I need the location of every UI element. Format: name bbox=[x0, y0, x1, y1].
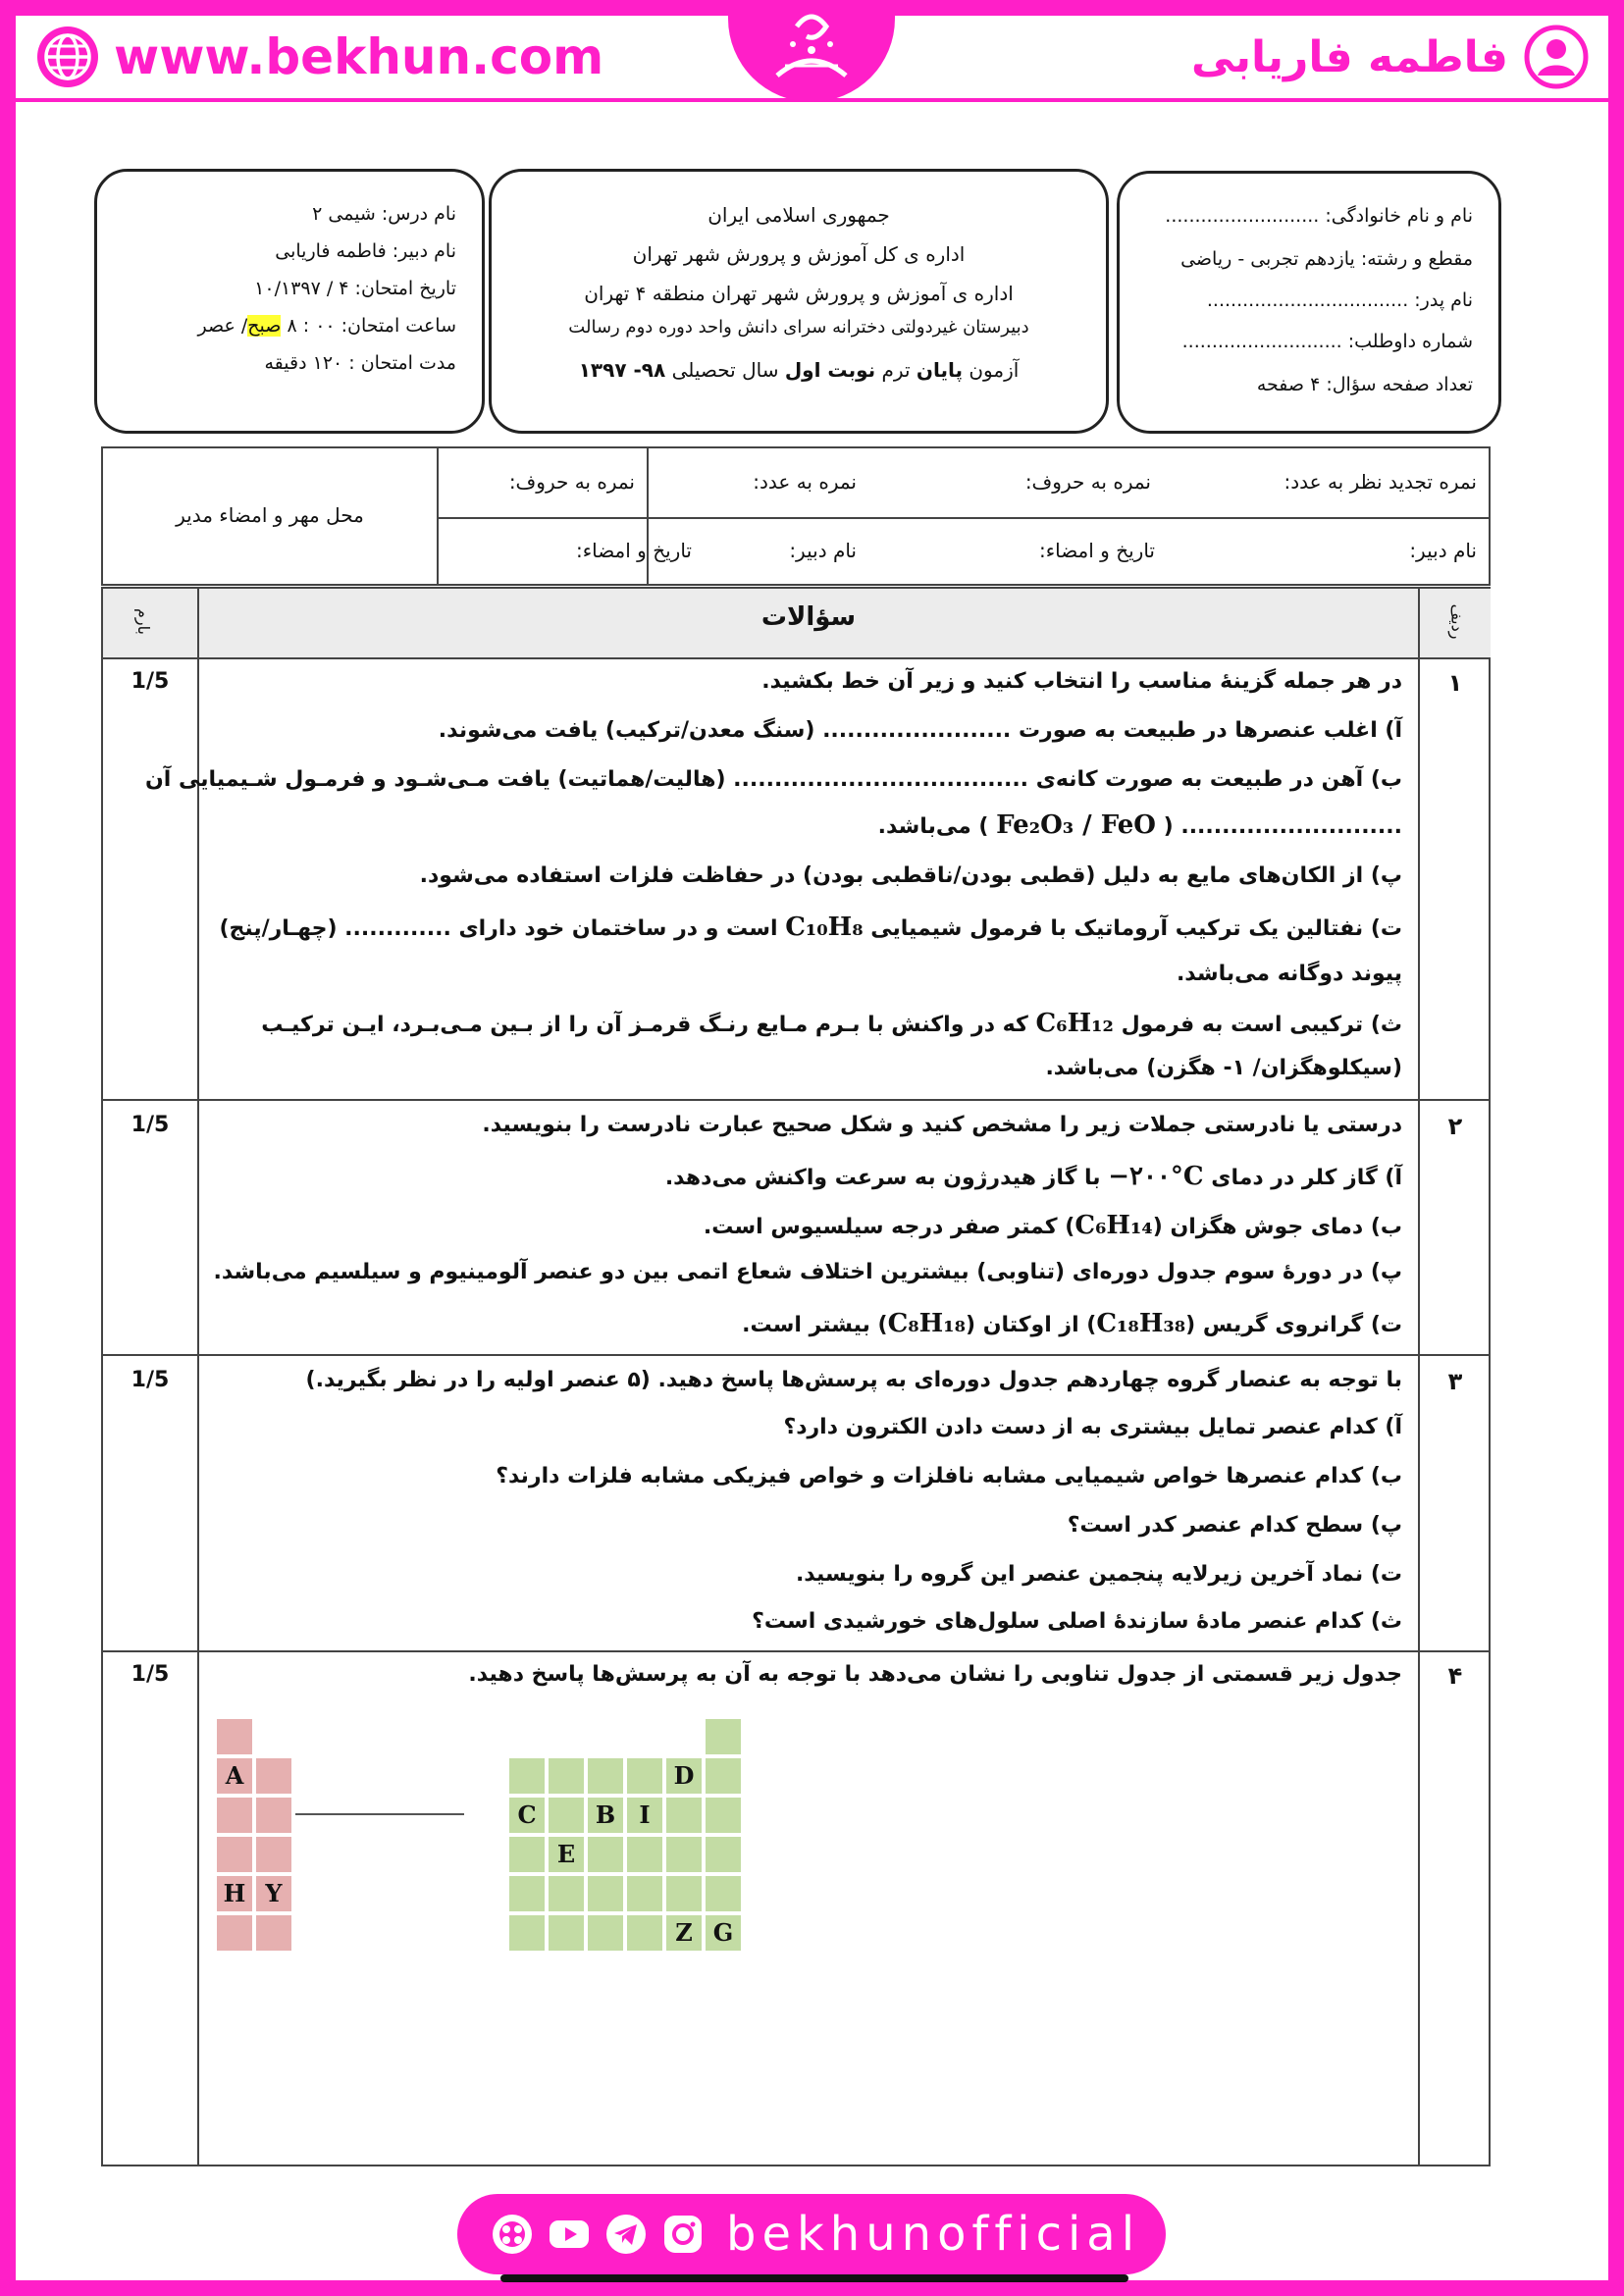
grading-table bbox=[101, 446, 1491, 586]
q1-b-end: ) می‌باشد. bbox=[877, 814, 989, 839]
question-score: 1/5 bbox=[131, 669, 170, 694]
seat-number-field: شماره داوطلب: ........................... bbox=[1181, 331, 1473, 352]
table-cell bbox=[215, 1717, 254, 1756]
q1-b-blank: ........................... ( bbox=[1163, 814, 1402, 839]
element-label: H bbox=[223, 1879, 246, 1907]
table-cell bbox=[664, 1796, 704, 1835]
table-cell bbox=[254, 1796, 293, 1835]
table-cell bbox=[547, 1874, 586, 1913]
q4-instruction: جدول زیر قسمتی از جدول تناوبی را نشان می‌دهد با توجه به آن به پرسش‌ها پاسخ دهید. bbox=[468, 1662, 1402, 1687]
table-cell bbox=[507, 1913, 547, 1953]
review-number-field: نمره تجدید نظر به عدد: bbox=[1283, 470, 1477, 494]
question-number: ۳ bbox=[1447, 1368, 1463, 1395]
teacher-name: نام دبیر: فاطمه فاریابی bbox=[275, 240, 456, 262]
question-number: ۴ bbox=[1447, 1662, 1463, 1690]
time-suffix: / عصر bbox=[197, 315, 248, 337]
aparat-icon[interactable] bbox=[491, 2213, 534, 2256]
table-cell bbox=[704, 1835, 743, 1874]
date-sign-field-2: تاریخ و امضاء: bbox=[575, 539, 692, 562]
words-field: نمره به حروف: bbox=[508, 470, 635, 494]
table-cell bbox=[507, 1835, 547, 1874]
table-cell bbox=[625, 1874, 664, 1913]
table-cell bbox=[586, 1835, 625, 1874]
republic-title: جمهوری اسلامی ایران bbox=[707, 203, 890, 227]
q3-instruction: با توجه به عنصار گروه چهاردهم جدول دوره‌ای به پرسش‌ها پاسخ دهید. (۵ عنصر اولیه را در نظر بگیرید.) bbox=[305, 1368, 1402, 1392]
q1-t-cont: پیوند دوگانه می‌باشد. bbox=[1176, 962, 1402, 986]
father-name-field: نام پدر: .................................. bbox=[1206, 289, 1473, 311]
q1-instruction: در هر جمله گزینهٔ مناسب را انتخاب کنید و زیر آن خط بکشید. bbox=[761, 669, 1402, 694]
table-cell bbox=[664, 1874, 704, 1913]
site-url[interactable]: www.bekhun.com bbox=[114, 28, 604, 85]
time-prefix: ساعت امتحان: ۰۰ : ۸ bbox=[287, 315, 456, 337]
q1-a: آ) اغلب عنصرها در طبیعت به صورت ....................... (سنگ معدن/ترکیب) یافت می‌شوند. bbox=[438, 718, 1402, 743]
formula-grease: C₁₈H₃₈ bbox=[1096, 1309, 1186, 1338]
q2-a-start: آ) گاز کلر در دمای bbox=[1211, 1166, 1402, 1190]
youtube-icon[interactable] bbox=[548, 2213, 591, 2256]
question-number: ۱ bbox=[1447, 669, 1463, 697]
table-cell bbox=[586, 1756, 625, 1796]
question-score: 1/5 bbox=[131, 1662, 170, 1687]
table-cell bbox=[704, 1874, 743, 1913]
formula-octane: C₈H₁₈ bbox=[887, 1309, 967, 1338]
element-label: D bbox=[673, 1761, 695, 1790]
table-cell bbox=[254, 1756, 293, 1796]
element-label: A bbox=[225, 1761, 244, 1790]
q1-b: ب) آهن در طبیعت به صورت کانه‌ی .................................... (هالیت/هماتیت) یافت مـی‌شـود و فرمـول شـیمیایی آن bbox=[144, 767, 1402, 792]
table-cell bbox=[254, 1835, 293, 1874]
table-cell bbox=[704, 1717, 743, 1756]
question-score: 1/5 bbox=[131, 1368, 170, 1392]
table-cell bbox=[664, 1835, 704, 1874]
q1-s-end: که در واکنش با بـرم مـایع رنـگ قرمـز آن را از بـین مـی‌بـرد، ایـن ترکیـب bbox=[261, 1013, 1028, 1037]
review-words-field: نمره به حروف: bbox=[1024, 470, 1151, 494]
exam-year: ۹۸- ۱۳۹۷ bbox=[578, 358, 666, 382]
school-info-box bbox=[489, 169, 1109, 434]
teacher-field-1: نام دبیر: bbox=[1409, 539, 1477, 562]
site-link[interactable] bbox=[35, 22, 603, 92]
author-name: فاطمه فاریابی bbox=[1190, 31, 1508, 82]
table-cell bbox=[625, 1913, 664, 1953]
general-office: اداره ی کل آموزش و پرورش شهر تهران bbox=[632, 242, 966, 266]
table-cell bbox=[254, 1913, 293, 1953]
teacher-field-2: نام دبیر: bbox=[789, 539, 857, 562]
exam-duration: مدت امتحان : ۱۲۰ دقیقه bbox=[264, 352, 456, 374]
formula-c6h12: C₆H₁₂ bbox=[1035, 1009, 1114, 1038]
q2-a-end: با گاز هیدرژون به سرعت واکنش می‌دهد. bbox=[664, 1166, 1101, 1190]
number-field: نمره به عدد: bbox=[753, 470, 857, 494]
exam-prefix: آزمون bbox=[969, 358, 1020, 382]
q3-b: ب) کدام عنصرها خواص شیمیایی مشابه نافلزات و خواص فیزیکی مشابه فلزات دارند؟ bbox=[496, 1464, 1402, 1488]
element-label: Y bbox=[265, 1879, 283, 1907]
q1-s-start: ث) ترکیبی است به فرمول bbox=[1121, 1013, 1402, 1037]
district-office: اداره ی آموزش و پرورش شهر تهران منطقه ۴ تهران bbox=[584, 282, 1014, 305]
table-cell bbox=[215, 1796, 254, 1835]
exam-title bbox=[492, 358, 1106, 382]
table-cell bbox=[507, 1756, 547, 1796]
q2-b-start: ب) دمای جوش هگزان ( bbox=[1152, 1215, 1402, 1239]
table-cell bbox=[507, 1874, 547, 1913]
q1-t-end: است و در ساختمان خود دارای ............. (چهـار/پنج) bbox=[219, 916, 778, 941]
q3-t: ت) نماد آخرین زیرلایه پنجمین عنصر این گروه را بنویسید. bbox=[795, 1562, 1402, 1587]
periodic-table bbox=[103, 589, 1493, 2168]
table-cell bbox=[215, 1913, 254, 1953]
school-name: دبیرستان غیردولتی دخترانه سرای دانش واحد دوره دوم رسالت bbox=[568, 317, 1029, 338]
exam-final: پایان bbox=[916, 358, 963, 382]
social-bar[interactable] bbox=[457, 2194, 1166, 2274]
element-label: G bbox=[712, 1918, 734, 1947]
table-cell bbox=[625, 1756, 664, 1796]
time-morning: صبح bbox=[247, 315, 282, 337]
bar-shadow bbox=[500, 2274, 1128, 2282]
q2-t-mid: ) از اوکتان ( bbox=[966, 1313, 1097, 1337]
formula-fe: Fe₂O₃ / FeO bbox=[996, 810, 1156, 840]
questions-table bbox=[101, 587, 1491, 2166]
element-label: Z bbox=[675, 1918, 693, 1947]
globe-icon bbox=[35, 25, 100, 89]
table-cell bbox=[704, 1756, 743, 1796]
exam-time bbox=[198, 315, 456, 337]
instagram-icon[interactable] bbox=[661, 2213, 705, 2256]
q2-instruction: درستی یا نادرستی جملات زیر را مشخص کنید و شکل صحیح عبارت نادرست را بنویسید. bbox=[482, 1113, 1402, 1137]
table-cell bbox=[215, 1835, 254, 1874]
q3-a: آ) کدام عنصر تمایل بیشتری به از دست دادن الکترون دارد؟ bbox=[783, 1415, 1402, 1439]
formula-naphthalene: C₁₀H₈ bbox=[785, 913, 864, 942]
temperature: −۲۰۰°C bbox=[1108, 1162, 1204, 1191]
q1-s-cont: (سیکلوهگزان/ ۱- هگزن) می‌باشد. bbox=[1045, 1056, 1402, 1080]
date-sign-field-1: تاریخ و امضاء: bbox=[1038, 539, 1155, 562]
student-name-field: نام و نام خانوادگی: .......................... bbox=[1165, 205, 1473, 227]
questions-header: سؤالات bbox=[760, 602, 857, 632]
question-score: 1/5 bbox=[131, 1113, 170, 1137]
score-column-header: بارم bbox=[133, 608, 153, 635]
social-handle[interactable]: bekhunofficial bbox=[726, 2207, 1141, 2262]
formula-hexane: C₆H₁₄ bbox=[1074, 1211, 1153, 1240]
exam-year-label: سال تحصیلی bbox=[671, 358, 779, 382]
exam-info-box bbox=[94, 169, 485, 434]
element-label: I bbox=[639, 1800, 651, 1829]
principal-stamp: محل مهر و امضاء مدیر bbox=[176, 503, 364, 527]
q2-b-end: ) کمتر صفر درجه سیلسیوس است. bbox=[703, 1215, 1075, 1239]
student-info-box bbox=[1117, 171, 1501, 434]
author bbox=[1191, 22, 1589, 92]
question-number: ۲ bbox=[1447, 1113, 1463, 1140]
table-cell bbox=[586, 1874, 625, 1913]
user-icon bbox=[1524, 25, 1589, 89]
table-cell bbox=[547, 1913, 586, 1953]
telegram-icon[interactable] bbox=[604, 2213, 648, 2256]
row-column-header: ردیف bbox=[1447, 603, 1467, 640]
q2-t-end: ) بیشتر است. bbox=[742, 1313, 888, 1337]
subject: نام درس: شیمی ۲ bbox=[312, 203, 456, 225]
page-count: تعداد صفحه سؤال: ۴ صفحه bbox=[1256, 374, 1473, 395]
q1-t-start: ت) نفتالین یک ترکیب آروماتیک با فرمول شیمیایی bbox=[870, 916, 1402, 941]
connector-line bbox=[295, 1813, 464, 1815]
q2-t-start: ت) گرانروی گریس ( bbox=[1185, 1313, 1402, 1337]
table-cell bbox=[586, 1913, 625, 1953]
q2-p: پ) در دورهٔ سوم جدول دوره‌ای (تناوبی) بیشترین اختلاف شعاع اتمی بین دو عنصر آلومینیوم و سیلسیم می‌باشد. bbox=[213, 1260, 1402, 1284]
table-cell bbox=[704, 1796, 743, 1835]
table-cell bbox=[625, 1835, 664, 1874]
element-label: C bbox=[517, 1800, 537, 1829]
q3-s: ث) کدام عنصر مادهٔ سازندهٔ اصلی سلول‌های خورشیدی است؟ bbox=[752, 1609, 1402, 1634]
table-cell bbox=[547, 1756, 586, 1796]
exam-date: تاریخ امتحان: ۴ / ۱۰/۱۳۹۷ bbox=[254, 278, 456, 299]
exam-turn: نوبت اول bbox=[784, 358, 876, 382]
grade-field: مقطع و رشته: یازدهم تجربی - ریاضی bbox=[1180, 248, 1473, 270]
exam-term: ترم bbox=[881, 358, 911, 382]
logo-icon bbox=[758, 7, 865, 95]
q3-p: پ) سطح کدام عنصر کدر است؟ bbox=[1067, 1513, 1402, 1538]
q1-p: پ) از الکان‌های مایع به دلیل (قطبی بودن/ناقطبی بودن) در حفاظت فلزات استفاده می‌شود. bbox=[419, 863, 1402, 888]
element-label: E bbox=[556, 1840, 576, 1868]
element-label: B bbox=[595, 1800, 616, 1829]
table-cell bbox=[547, 1796, 586, 1835]
